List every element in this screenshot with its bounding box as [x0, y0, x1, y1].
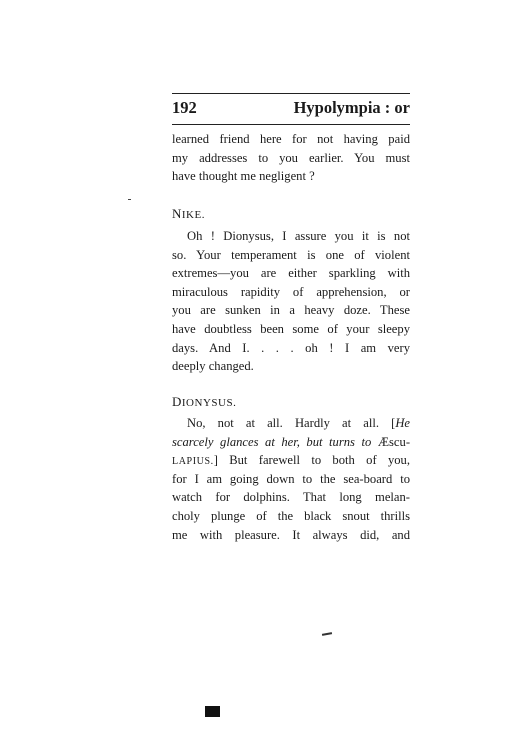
speech-line: miraculous rapidity of apprehension, or — [172, 284, 410, 299]
speech-line: so. Your temperament is one of violent — [172, 247, 410, 262]
speech-line: extremes—you are either sparkling with — [172, 266, 410, 281]
speech-line: LAPIUS.] But farewell to both of you, — [172, 453, 410, 468]
speech-line: scarcely glances at her, but turns to Æscu- — [172, 434, 411, 449]
running-head — [172, 98, 410, 122]
stage-direction: scarcely glances at her, but turns to — [172, 434, 372, 449]
speech-line: for I am going down to the sea-board to — [172, 471, 410, 486]
speech-line: choly plunge of the black snout thrills — [172, 509, 410, 523]
speech-line: have doubtless been some of your sleepy — [172, 322, 410, 336]
speech-line: deeply changed. — [172, 359, 254, 374]
speech-line: No, not at all. Hardly at all. [He — [187, 416, 410, 430]
header-top-rule — [172, 93, 410, 94]
ink-speck — [322, 632, 332, 636]
small-caps-name: LAPIUS. — [172, 456, 214, 468]
continuation-line: my addresses to you earlier. You must — [172, 150, 410, 165]
stage-direction: He — [395, 416, 410, 430]
speech-line: Oh ! Dionysus, I assure you it is not — [187, 229, 410, 243]
header-bottom-rule — [172, 124, 410, 125]
page-number: 192 — [172, 98, 197, 117]
speech-line: me with pleasure. It always did, and — [172, 527, 410, 542]
speech-line: days. And I. . . . oh ! I am very — [172, 340, 410, 355]
speaker-heading-nike: NIKE. — [172, 206, 205, 221]
continuation-line: learned friend here for not having paid — [172, 132, 410, 146]
speech-line: watch for dolphins. That long melan- — [172, 490, 410, 505]
ink-blot — [205, 706, 220, 717]
margin-mark — [128, 199, 131, 200]
speaker-heading-dionysus: DIONYSUS. — [172, 394, 237, 409]
running-title: Hypolympia : or — [293, 98, 410, 117]
speech-line: you are sunken in a heavy doze. These — [172, 303, 410, 318]
continuation-line: have thought me negligent ? — [172, 169, 315, 184]
